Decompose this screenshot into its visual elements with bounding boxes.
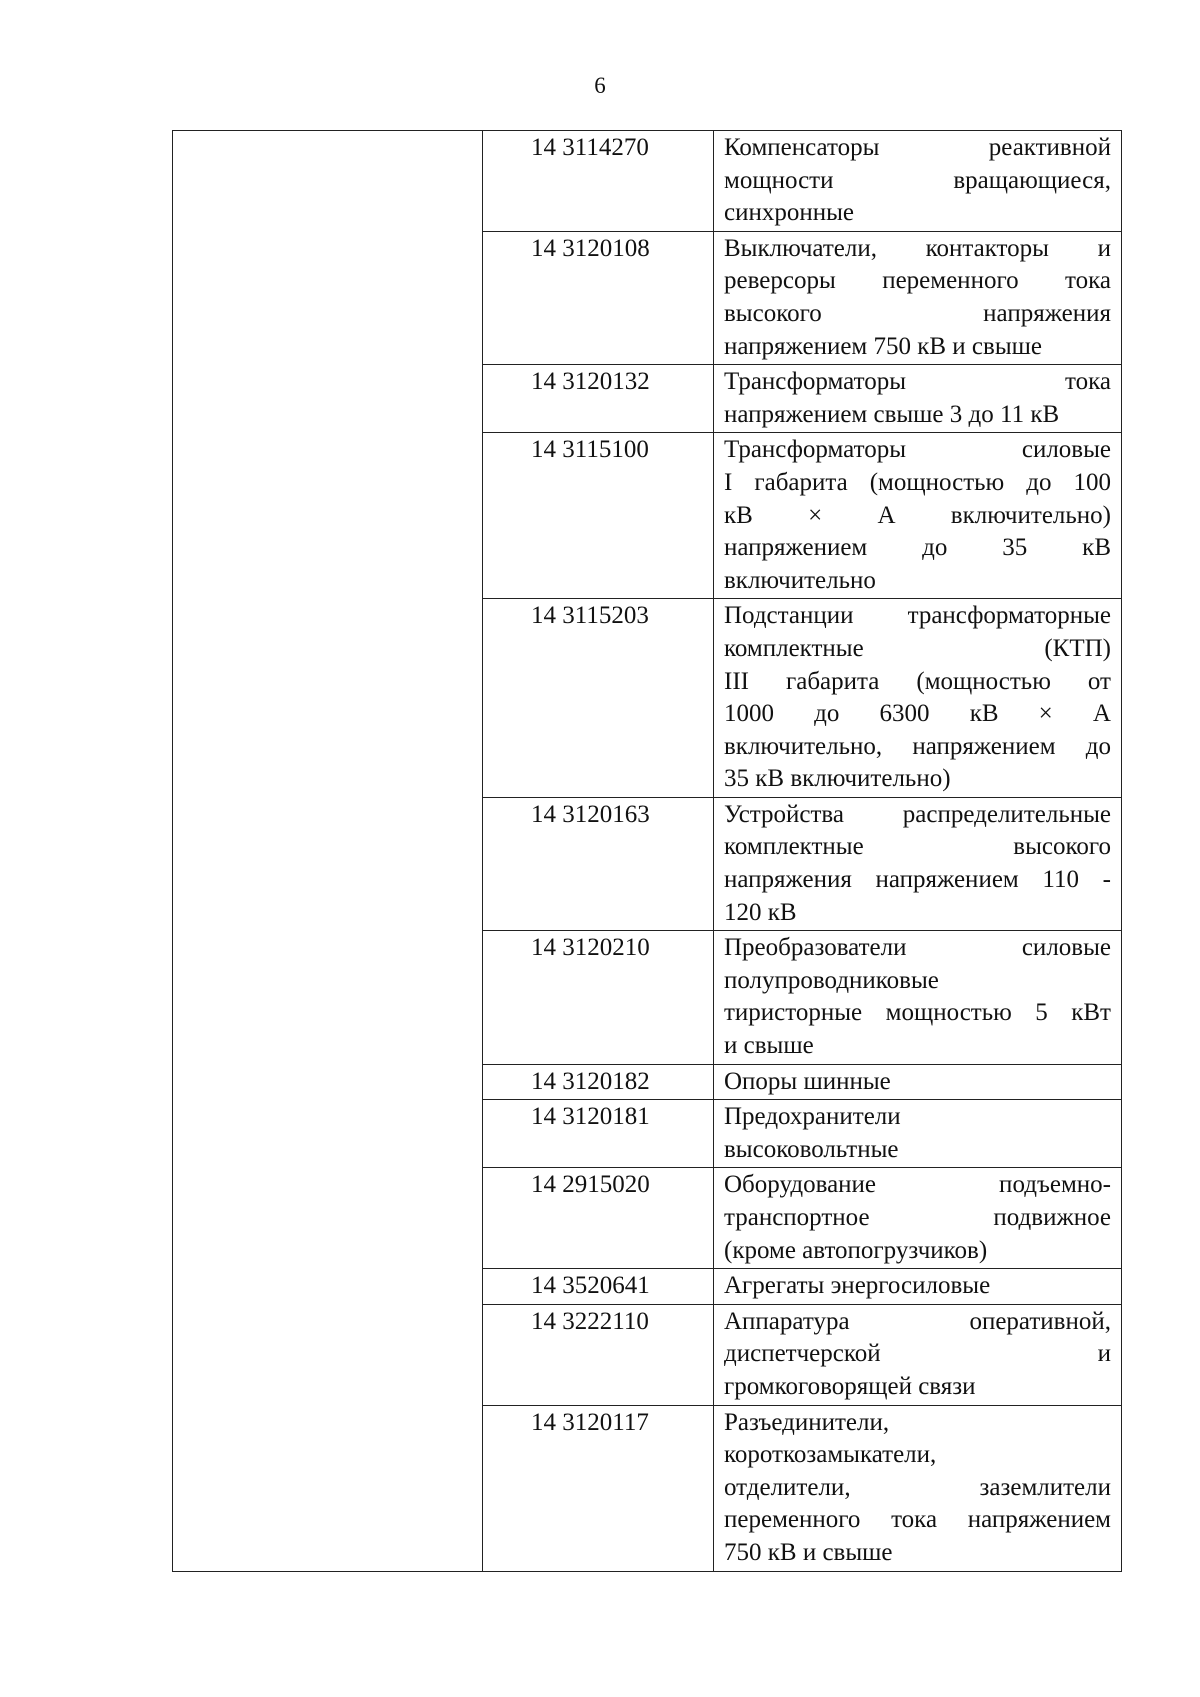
description-line: 1000 до 6300 кВ × А [724,700,1111,728]
code-cell [483,797,714,930]
description-line: и свыше [724,1032,814,1060]
description-cell [714,931,1122,1064]
equipment-description [714,1269,1121,1304]
description-line: синхронные [724,199,855,227]
description-line: тиристорные мощностью 5 кВт [724,999,1111,1027]
okof-code: 14 3120117 [531,1408,649,1436]
equipment-description [714,131,1121,231]
description-line: 120 кВ [724,898,797,926]
okof-code: 14 3120181 [531,1103,650,1131]
code-cell [483,599,714,798]
okof-code: 14 3120182 [531,1067,650,1095]
description-cell [714,599,1122,798]
description-line: напряжением свыше 3 до 11 кВ [724,400,1060,428]
okof-code: 14 3115203 [531,602,649,630]
okof-code: 14 3114270 [531,134,649,161]
description-line: включительно [724,566,876,594]
description-line: напряжением 750 кВ и свыше [724,332,1042,360]
description-line: комплектные высокого [724,833,1111,861]
okof-code: 14 3120210 [531,934,650,962]
equipment-description [714,433,1121,598]
description-line: диспетчерской и [724,1340,1111,1368]
equipment-description [714,232,1121,364]
code-cell [483,1168,714,1269]
equipment-description [714,798,1121,930]
description-line: Устройства распределительные [724,800,1111,828]
description-line: Разъединители, [724,1408,890,1436]
description-line: напряжением до 35 кВ [724,534,1111,562]
description-line: реверсоры переменного тока [724,267,1111,295]
description-line: Предохранители [724,1103,901,1131]
code-cell [483,131,714,232]
description-line: транспортное подвижное [724,1204,1111,1231]
description-line: включительно, напряжением до [724,732,1111,760]
description-cell [714,1269,1122,1305]
description-line: мощности вращающиеся, [724,166,1111,194]
page-number: 6 [594,73,606,98]
description-line: отделители, заземлители [724,1473,1111,1501]
okof-code: 14 3120132 [531,368,650,396]
code-cell [483,1405,714,1571]
okof-code: 14 3120108 [531,234,650,262]
equipment-description [714,1168,1121,1268]
okof-code: 14 3520641 [531,1272,650,1300]
equipment-description [714,1406,1121,1571]
code-cell [483,433,714,599]
description-line: Агрегаты энергосиловые [724,1272,991,1300]
description-cell [714,1405,1122,1571]
description-line: Преобразователи силовые [724,934,1111,962]
description-line: Опоры шинные [724,1067,891,1095]
description-line: III габарита (мощностью от [724,667,1111,695]
description-cell [714,797,1122,930]
description-line: комплектные (КТП) [724,634,1111,662]
description-line: напряжения напряжением 110 - [724,866,1111,894]
code-cell [483,231,714,364]
equipment-description [714,1100,1121,1167]
code-cell [483,365,714,433]
description-line: Оборудование подъемно- [724,1171,1111,1199]
description-line: Трансформаторы тока [724,368,1111,396]
equipment-description [714,1065,1121,1100]
description-line: Аппаратура оперативной, [724,1307,1111,1335]
table-body [173,131,1122,1572]
okof-code: 14 3115100 [531,436,649,464]
description-line: Выключатели, контакторы и [724,234,1111,262]
description-line: короткозамыкатели, [724,1441,937,1469]
equipment-description [714,931,1121,1063]
description-line: 750 кВ и свыше [724,1538,893,1566]
okof-code: 14 3222110 [531,1307,649,1335]
description-cell [714,1304,1122,1405]
description-line: высоковольтные [724,1135,899,1163]
description-line: Трансформаторы силовые [724,436,1111,464]
equipment-description [714,599,1121,797]
equipment-description [714,365,1121,432]
description-line: переменного тока напряжением [724,1506,1111,1534]
code-cell [483,1100,714,1168]
code-cell [483,1269,714,1305]
category-cell-empty [173,131,483,1572]
code-cell [483,931,714,1064]
code-cell [483,1304,714,1405]
equipment-description [714,1305,1121,1405]
code-cell [483,1064,714,1100]
okof-code: 14 3120163 [531,800,650,828]
description-cell [714,231,1122,364]
description-line: кВ × А включительно) [724,501,1111,529]
description-line: Компенсаторы реактивной [724,134,1111,161]
description-line: полупроводниковые [724,966,939,994]
description-cell [714,365,1122,433]
description-line: Подстанции трансформаторные [724,602,1111,630]
description-line: I габарита (мощностью до 100 [724,468,1111,496]
description-line: (кроме автопогрузчиков) [724,1236,988,1264]
description-cell [714,433,1122,599]
description-cell [714,131,1122,232]
equipment-code-table [172,130,1122,1572]
description-cell [714,1064,1122,1100]
description-line: 35 кВ включительно) [724,765,951,793]
description-cell [714,1100,1122,1168]
okof-code: 14 2915020 [531,1171,650,1199]
table-row [173,131,1122,232]
description-line: громкоговорящей связи [724,1372,976,1400]
description-cell [714,1168,1122,1269]
description-line: высокого напряжения [724,299,1111,327]
